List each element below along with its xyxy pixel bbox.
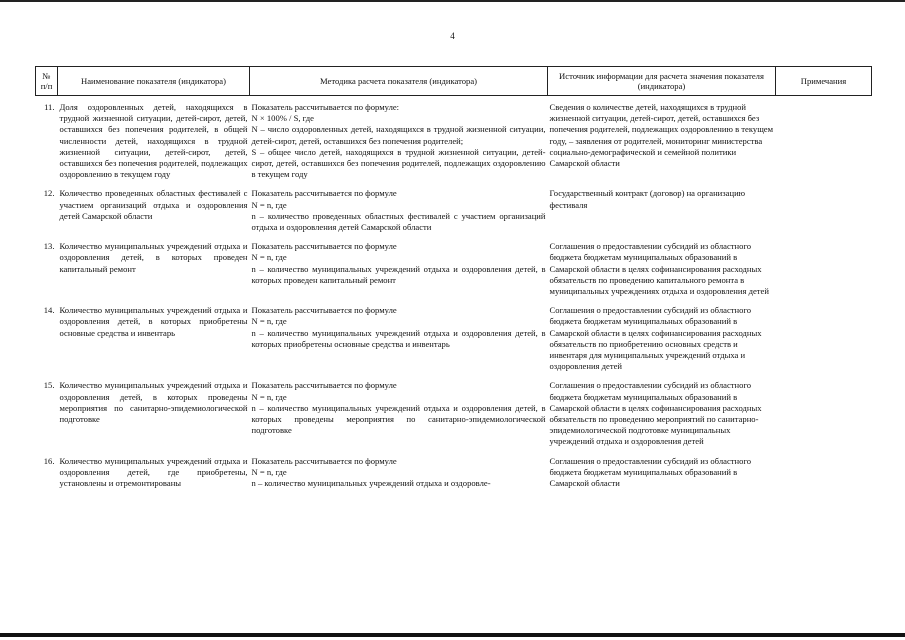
table-row bbox=[36, 96, 872, 181]
method-line: n – количество муниципальных учреждений отдыха и оздоровления детей, в которых проведены мероприятия по санитарно-эпидемиологической подготовке bbox=[251, 402, 546, 436]
notes-cell bbox=[776, 456, 872, 490]
calculation-method bbox=[250, 456, 548, 490]
indicators-table bbox=[35, 66, 872, 489]
table-row bbox=[36, 188, 872, 233]
information-source: Соглашения о предоставлении субсидий из областного бюджета бюджетам муниципальных образований в Самарской области в целях софинансирования расходных обязательств по проведению капитального ремонта в муниципальных учреждениях отдыха и оздоровления детей bbox=[549, 241, 769, 297]
information-source: Сведения о количестве детей, находящихся в трудной жизненной ситуации, детей-сирот, детей, оставшихся без попечения родителей, подлежащих оздоровлению в текущем году, – заявления от родителей, мониторинг министерства социально-демографической и семейной политики Самарской области bbox=[549, 102, 774, 169]
table-row bbox=[36, 305, 872, 372]
bottom-border-rule bbox=[0, 633, 905, 637]
calculation-method bbox=[250, 305, 548, 372]
method-line: N × 100% / S, где bbox=[251, 113, 314, 124]
method-line: Показатель рассчитывается по формуле bbox=[251, 455, 397, 466]
method-line: n – количество проведенных областных фестивалей с участием организаций отдыха и оздоровления детей Самарской области bbox=[251, 210, 546, 233]
top-border-rule bbox=[0, 0, 905, 2]
notes-cell bbox=[776, 96, 872, 181]
table-row bbox=[36, 380, 872, 447]
page-number: 4 bbox=[450, 31, 455, 41]
method-line: S – общее число детей, находящихся в трудной жизненной ситуации, детей-сирот, детей, оставшихся без попечения родителей, подлежащих оздоровлению в текущем году bbox=[251, 146, 546, 180]
calculation-method bbox=[250, 188, 548, 233]
row-number: 16. bbox=[43, 455, 55, 466]
row-number: 15. bbox=[43, 380, 55, 391]
method-line: Показатель рассчитывается по формуле bbox=[251, 188, 397, 199]
header-name: Наименование показателя (индикатора) bbox=[58, 67, 250, 96]
method-line: n – количество муниципальных учреждений отдыха и оздоровле- bbox=[251, 478, 491, 489]
row-number: 12. bbox=[43, 188, 55, 199]
table-row bbox=[36, 241, 872, 297]
notes-cell bbox=[776, 188, 872, 233]
information-source: Соглашения о предоставлении субсидий из областного бюджета бюджетам муниципальных образований в Самарской области bbox=[549, 455, 752, 489]
method-line: N = n, где bbox=[251, 466, 287, 477]
information-source: Государственный контракт (договор) на организацию фестиваля bbox=[549, 188, 746, 210]
indicator-name: Количество муниципальных учреждений отдыха и оздоровления детей, где приобретены, установлены и отремонтированы bbox=[59, 455, 248, 489]
method-line: N = n, где bbox=[251, 391, 287, 402]
method-line: N = n, где bbox=[251, 199, 287, 210]
row-number: 14. bbox=[43, 305, 55, 316]
header-notes: Примечания bbox=[776, 67, 872, 96]
method-line: Показатель рассчитывается по формуле bbox=[251, 241, 397, 252]
calculation-method bbox=[250, 96, 548, 181]
indicator-name: Количество муниципальных учреждений отдыха и оздоровления детей, в которых проведены мероприятия по санитарно-эпидемиологической подготовке bbox=[59, 380, 248, 425]
header-num: № п/п bbox=[36, 67, 58, 96]
indicator-name: Доля оздоровленных детей, находящихся в трудной жизненной ситуации, детей-сирот, детей, оставшихся без попечения родителей, в общей численности детей, находящихся в трудной жизненной ситуации, детей-сирот, детей, оставшихся без попечения родителей, подлежащих оздоровлению в текущем году bbox=[59, 102, 248, 180]
indicator-name: Количество муниципальных учреждений отдыха и оздоровления детей, в которых приобретены основные средства и инвентарь bbox=[59, 305, 248, 338]
notes-cell bbox=[776, 241, 872, 297]
header-source: Источник информации для расчета значения показателя (индикатора) bbox=[548, 67, 776, 96]
method-line: Показатель рассчитывается по формуле: bbox=[251, 102, 400, 112]
method-line: N = n, где bbox=[251, 316, 287, 327]
table-row bbox=[36, 456, 872, 490]
header-method: Методика расчета показателя (индикатора) bbox=[250, 67, 548, 96]
indicator-name: Количество проведенных областных фестивалей с участием организаций отдыха и оздоровления детей Самарской области bbox=[59, 188, 248, 221]
table-header-row bbox=[36, 67, 872, 96]
method-line: Показатель рассчитывается по формуле bbox=[251, 380, 397, 391]
information-source: Соглашения о предоставлении субсидий из областного бюджета бюджетам муниципальных образований в Самарской области в целях софинансирования расходных обязательств по приобретению основных средств и инвентаря для муниципальных учреждений отдыха и оздоровления детей bbox=[549, 305, 762, 372]
calculation-method bbox=[250, 380, 548, 447]
notes-cell bbox=[776, 305, 872, 372]
row-number: 11. bbox=[44, 102, 55, 112]
method-line: N – число оздоровленных детей, находящихся в трудной жизненной ситуации, детей-сирот, детей, оставшихся без попечения родителей; bbox=[251, 124, 546, 146]
information-source: Соглашения о предоставлении субсидий из областного бюджета бюджетам муниципальных образований в Самарской области в целях софинансирования расходных обязательств по проведению мероприятий по санитарно-эпидемиологической подготовке муниципальных учреждений отдыха и оздоровления детей bbox=[549, 380, 762, 447]
method-line: Показатель рассчитывается по формуле bbox=[251, 305, 397, 316]
indicator-name: Количество муниципальных учреждений отдыха и оздоровления детей, в которых проведен капитальный ремонт bbox=[59, 241, 248, 274]
method-line: n – количество муниципальных учреждений отдыха и оздоровления детей, в которых приобретены основные средства и инвентарь bbox=[251, 327, 546, 349]
method-line: N = n, где bbox=[251, 252, 287, 263]
notes-cell bbox=[776, 380, 872, 447]
method-line: n – количество муниципальных учреждений отдыха и оздоровления детей, в которых проведен капитальный ремонт bbox=[251, 263, 546, 285]
row-number: 13. bbox=[43, 241, 55, 252]
calculation-method bbox=[250, 241, 548, 297]
